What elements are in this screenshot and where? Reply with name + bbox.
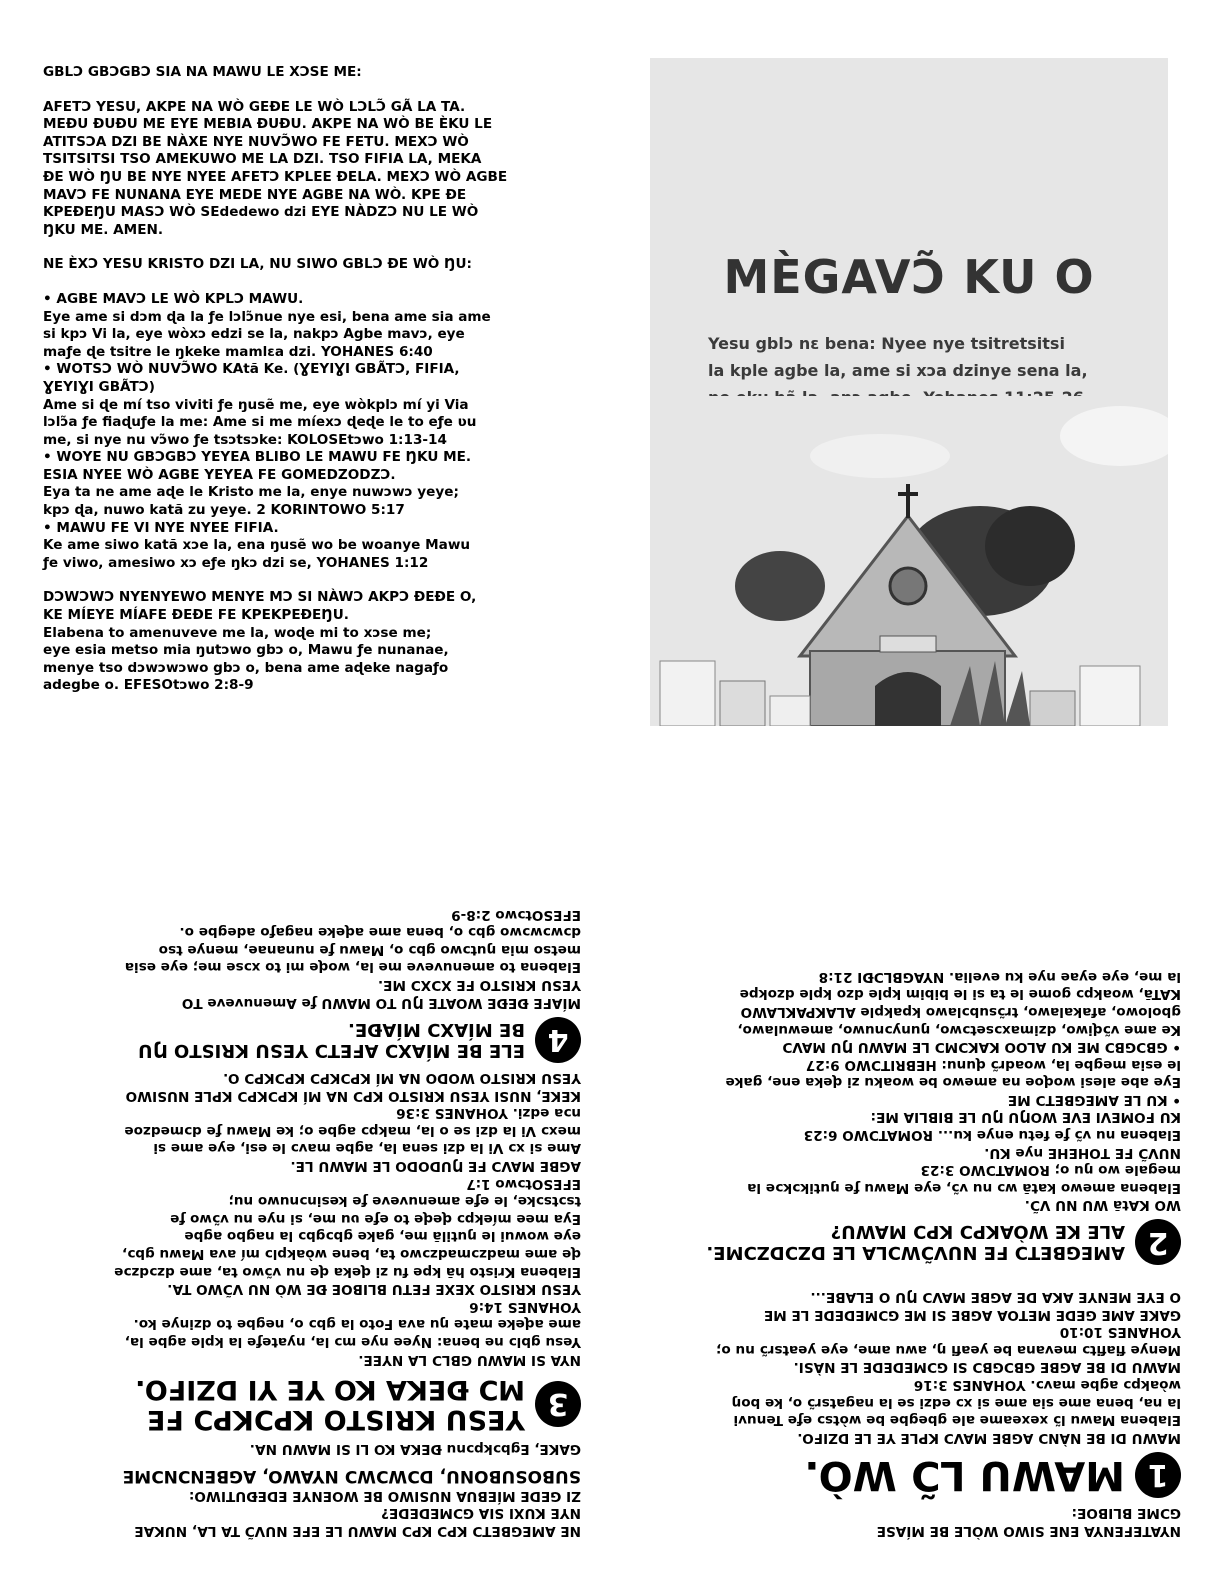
step-4-title: ELE BE MÍAXƆ AFETƆ YESU KRISTO ŊU BE MÍAXƆ MÍAÐE. [138, 1018, 525, 1061]
cover-title: MÈGAVƆ̃ KU O [723, 250, 1095, 304]
step-3-number: 3 [535, 1381, 581, 1427]
step-3-header [41, 1374, 581, 1434]
steps-1-2-column [641, 967, 1181, 1539]
problem-intro: NE AMEGBETƆ KPƆ KPƆ MAWU LE EFE NUVƆ̃ TA LA, NUKAE NYE KUXI SIA GƆMEDEDE? ZI GEDE MÍEBUA NUSIWO BE WOENYE EDEÐUTIWO: [134, 1487, 581, 1539]
step-1-title: MAWU LƆ̃ WÒ. [804, 1451, 1125, 1498]
step-4-number: 4 [535, 1017, 581, 1063]
steps-3-4-column [41, 905, 581, 1539]
step-3-text: NYA SI MAWU GBLƆ LA NYEE. Yesu gblɔ ne bena: Nyee nye mɔ la, nyateƒe la kple agbe la, ame aɖeke mate ŋu ava Foto la gbɔ o, negbe to dzinye ko. YOHANES 14:6 YESU KRISTO XEXE FETU BLIBOE ÐE WÒ NU VƆ̃WO TA. Elabena Kristo hã kpe fu zi ɖeka ɖe nu vɔ̃wo ta, ame dzɔdzɔe ɖe ame madzɔmadzɔwo ta, bene wòakplɔ mí ava Mawu gbɔ, eye wowui le ŋutilã me, gake gbɔgbɔ la nagbo agbe Eya mee míekpɔ ɖeɖe to eƒe ʋu me, si nye nu vɔ̃wo ƒe tsɔtsɔke, le eƒe amenuveve ƒe kesinɔnuwo nu; EFESOtɔwo 1:7 AGBE MAVƆ FE ŊUDODO LE MAWU LE. Ame si xɔ Vi la dzi sena la, agbe mavɔ le esi, eye ame si mexɔ Vi la dzi se o la, makpɔ agbe o; ke Mawu ƒe dɔmedzoe nɔa edzi. YOHANES 3:36 KEKE, NUSI YESU KRISTO KPƆ NA MÍ KPƆKPƆ KPLE NUSIWO YESU KRISTO WODO NA MÍ KPƆKPƆ KPƆKPƆ O. [114, 1070, 581, 1368]
step-2-number: 2 [1135, 1219, 1181, 1265]
truths-intro: NYATEFENYA ENE SIWO WÒLE BE MÍASE GƆME BLIBOE: [876, 1505, 1181, 1539]
step-1-header [641, 1452, 1181, 1498]
benefits-points: • AGBE MAVƆ LE WÒ KPLƆ MAWU. Eye ame si dɔm ɖa la ƒe lɔlɔ̃nue nye esi, bena ame sia ame si kpɔ Vi la, eye wòxɔ edzi se la, nakpɔ Agbe mavɔ, eye maƒe ɖe tsitre le ŋkeke mamlɛa dzi. YOHANES 6:40 • WOTSƆ WÒ NUVƆ̃WO KAtã Ke. (ƔEYIƔI GBÃTƆ, FIFIA, ƔEYIƔI GBÃTƆ) Ame si ɖe mí tso viviti ƒe ŋusẽ me, eye wòkplɔ mí yi Via lɔlɔ̃a ƒe fiaɖuƒe la me: Ame si me míexɔ ɖeɖe le to eƒe ʋu me, si nye nu vɔ̃wo ƒe tsɔtsɔke: KOLOSEtɔwo 1:13-14 • WOYE NU GBƆGBƆ YEYEA BLIBO LE MAWU FE ŊKU ME. ESIA NYEE WÒ AGBE YEYEA FE GOMEDZODZƆ. Eya ta ne ame aɖe le Kristo me la, enye nuwɔwɔ yeye; kpɔ ɖa, nuwo katã zu yeye. 2 KORINTOWO 5:17 • MAWU FE VI NYE NYEE FIFIA. Ke ame siwo katã xɔe la, ena ŋusẽ wo be woanye Mawu ƒe viwo, amesiwo xɔ eƒe ŋkɔ dzi se, YOHANES 1:12 [43, 290, 491, 571]
prayer-heading: GBLƆ GBƆGBƆ SIA NA MAWU LE XƆSE ME: [43, 64, 362, 80]
step-4-header [41, 1017, 581, 1063]
rotated-bottom-half [0, 792, 1224, 1584]
prayer-text: AFETƆ YESU, AKPE NA WÒ GEÐE LE WÒ LƆLƆ̃ GÃ LA TA. MEÐU ÐUÐU ME EYE MEBIA ÐUÐU. AKPE NA WÒ BE ÈKU LE ATITSƆA DZI BE NÀXE NYE NUVƆ̃WO FE FETU. MEXƆ WÒ TSITSITSI TSO AMEKUWO ME LA DZI. TSO FIFIA LA, MEKA ÐE WÒ ŊU BE NYE NYEE AFETƆ KPLEE ÐELA. MEXƆ WÒ AGBE MAVƆ FE NUNANA EYE MEDE NYE AGBE NA WÒ. KPE ÐE KPEÐEŊU MASƆ WÒ SEdedewo dzi EYE NÀDZƆ NU LE WÒ ŊKU ME. AMEN. [43, 98, 508, 238]
one-solution: GAKE, Egbɔkpɔnu ÐEKA KO LI SI MAWU NA. [249, 1441, 581, 1458]
step-1-number: 1 [1135, 1452, 1181, 1498]
cover-panel [650, 58, 1168, 726]
step-1-text: MAWU DI BE NÀNƆ AGBE MAVƆ KPLE YE LE DZIFO. Elabena Mawu lɔ̃ xexeame ale gbegbe be wòtsɔ eƒe Tenuvi la na, bena ame sia ame si xɔ edzi se la nagatsrɔ̃ o, ke boŋ wòakpɔ agbe mavɔ. YOHANES 3:16 MAWU DI BE AGBE GBƆGBƆ SI GƆMEDEDE LE NÀSI. Menye fiafitɔ mevana be yeafi ŋ, awu ame, eye yeatsrɔ̃ nu o; YOHANES 10:10 GAKE AME GEDE METOA AGBE SI ME GƆMEDEDE LE ME O EYE MENYE AKA DE AGBE MAVƆ ŊU O ELABE... [715, 1289, 1181, 1446]
step-2-header [641, 1219, 1181, 1265]
step-2-title: AMEGBETƆ FE NUVƆ̃WƆLA LE DZƆDZƆME. ALE KE WÒAKPƆ KPƆ MAWU? [706, 1221, 1125, 1264]
chapel-photo [650, 396, 1168, 726]
step-3-title: YESU KRISTO KPƆKPƆ FE MƆ ÐEKA KO YE YI DZIFO. [135, 1373, 525, 1435]
cover-verse: Yesu gblɔ nɛ bena: Nyee nye tsitretsitsi la kple agbe la, ame si xɔa dzinye sena la, [708, 334, 1088, 380]
closing-heading: DƆWƆWƆ NYENYEWO MENYE MƆ SI NÀWƆ AKPƆ ÐEÐE O, KE MÍEYE MÍAFE ÐEÐE FE KPEKPEÐEŊU. [43, 589, 477, 624]
step-2-text: WO KAtã WU NU VƆ̃. Elabena amewo katã wɔ nu vɔ̃, eye Mawu ƒe ŋutikɔkɔe la megale wo ŋu o; ROMATƆWO 3:23 NUVƆ̃ FE TOHEHE nye KU. Elabena nu vɔ̃ ƒe fetu enye ku... ROMATƆWO 6:23 KU FOMEVI EVE WOŊU ŊU LE BIBLIA ME: • KU LE AMEGBETƆ ME Eye abe alesi woɖoe na amewo be woaku zi ɖeka ene, gake le esia megbe la, woadrɔ̃ ɖunu: HEBRITƆWO 9:27 • GBƆGBƆ ME KU ALOO KAKƆMƆ LE MAWU ŊU MAVƆ Ke ame vɔ̃ɖiwo, dzimaxɔsetɔwo, ŋunyɔnuwo, amewulawo, gbolowo, afakalawo, trɔ̃subɔlawo kpakple ALAKPAKLAWO KATã, woakpɔ gome le ta si le bibim kple dzo kple dzokpe la me, eye eyae nye ku evelia. NYAGBLƆÐI 21:8 [725, 968, 1181, 1214]
benefits-intro: NE ÈXƆ YESU KRISTO DZI LA, NU SIWO GBLƆ ÐE WÒ ŊU: [43, 256, 472, 273]
false-solutions: SUBOSUBONU, DƆWƆWƆ NYAWO, AGBENƆNƆME [122, 1466, 581, 1487]
closing-text: Elabena to amenuveve me la, woɖe mi to xɔse me; eye esia metso mia ŋutɔwo gbɔ o, Mawu ƒe nunanae, menye tso dɔwɔwɔwo gbɔ o, bena ame aɖeke nagaƒo adegbe o. EFESOtɔwo 2:8-9 [43, 624, 449, 694]
prayer-column [43, 64, 583, 695]
step-4-text: MÍAFE ÐEÐE WOATE ŊU TO MAWU ƒe Amenuveve TO YESU KRISTO FE XƆXƆ ME. Elabena to amenuveve me la, woɖe mi to xɔse me; eye esia metso mia ŋutɔwo gbɔ o, Mawu ƒe nunanae, menye tso dɔwɔwɔwo gbɔ o, bena ame aɖeke nagaƒo adegbe o. EFESOtɔwo 2:8-9 [124, 906, 581, 1011]
